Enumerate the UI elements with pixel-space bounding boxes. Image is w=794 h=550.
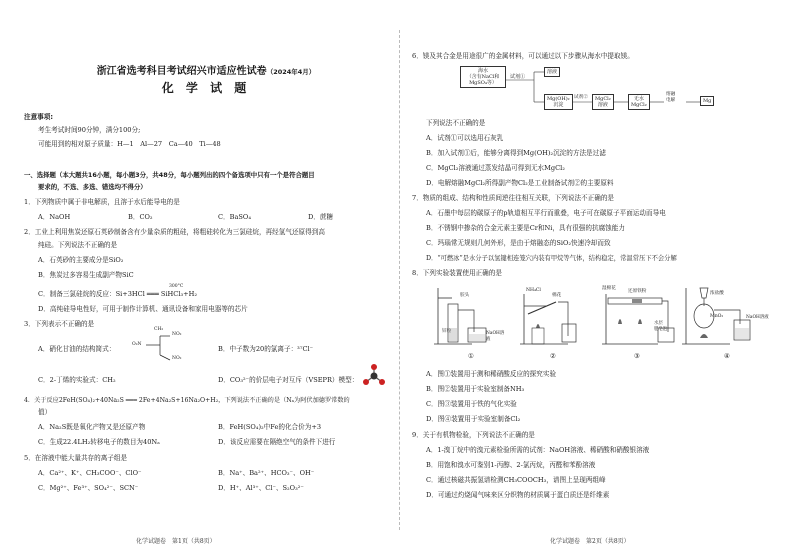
q2-option-c: C．制备三氯硅烷的反应：Si+3HCl ═══ SiHCl₃+H₂ bbox=[38, 290, 198, 298]
q3-option-b: B．中子数为20的氯离子：³⁷Cl⁻ bbox=[218, 345, 314, 353]
q8-option-c: C．图③装置用于铁的气化实验 bbox=[426, 400, 517, 408]
q7-option-c: C．玛瑙常无规则几何外形，是由于熔融态的SiO₂快速冷却而致 bbox=[426, 239, 611, 247]
figure-label-3: ③ bbox=[634, 352, 640, 360]
apparatus-2 bbox=[518, 284, 586, 348]
page-2 bbox=[412, 0, 776, 550]
vsepr-model-icon bbox=[362, 364, 386, 388]
nitroglycerin-structure bbox=[130, 328, 194, 364]
q2-condition: 300°C bbox=[169, 284, 184, 289]
flow-mgcl2-solution bbox=[592, 94, 614, 110]
apparatus-1 bbox=[432, 284, 508, 348]
exam-date: （2024年4月） bbox=[266, 68, 316, 76]
flow-reagent1: 试剂① bbox=[510, 74, 526, 80]
flow-reagent2: 试剂② bbox=[574, 95, 588, 100]
flow-seawater-box bbox=[460, 66, 506, 88]
mol-label-no2-bottom: NO₂ bbox=[172, 356, 182, 361]
q1-stem: 1．下列物质中属于非电解质，且溶于水后能导电的是 bbox=[24, 198, 180, 206]
exam-subtitle: 化 学 试 题 bbox=[161, 81, 251, 95]
flow-mg: Mg bbox=[700, 96, 714, 106]
mol-label-ch2: CH₂ bbox=[154, 327, 164, 332]
figure-label-1: ① bbox=[468, 352, 474, 360]
q3-stem: 3．下列表示不正确的是 bbox=[24, 320, 95, 328]
q1-option-b: B．CO₂ bbox=[128, 213, 153, 221]
q9-option-d: D．可通过灼烧闻气味来区分织物的材质属于蛋白质还是纤维素 bbox=[426, 491, 610, 499]
flow-mgcl2sol: MgCl₂ bbox=[595, 96, 611, 102]
exam-title: 浙江省选考科目考试绍兴市适应性试卷（2024年4月） bbox=[96, 66, 316, 77]
apparatus-4 bbox=[680, 284, 772, 348]
q5-option-d: D．H⁺、Al³⁺、Cl⁻、S₂O₃²⁻ bbox=[218, 484, 304, 492]
note-2: 可能用到的相对原子质量：H—1 Al—27 Ca—40 Ti—48 bbox=[38, 140, 221, 148]
mol-label-o2n: O₂N bbox=[132, 342, 142, 347]
q9-option-c: C．通过核磁共振氢谱检测CH₃COOCH₃，谱图上呈现两组峰 bbox=[426, 476, 606, 484]
q4-option-c: C．生成22.4LH₂转移电子的数目为40Nₐ bbox=[38, 438, 160, 446]
q5-option-c: C．Mg²⁺、Fe³⁺、SO₄²⁻、SCN⁻ bbox=[38, 484, 139, 492]
q9-stem: 9．关于有机物检验，下列说法不正确的是 bbox=[412, 431, 535, 439]
q4-option-a: A．Na₂S既是氧化产物又是还原产物 bbox=[38, 423, 146, 431]
q1-option-c: C．BaSO₄ bbox=[218, 213, 251, 221]
q2-stem-2: 纯硅。下列说法不正确的是 bbox=[38, 241, 118, 249]
q2-option-d: D．高纯硅导电性好，可用于制作计算机、通讯设备和家用电器等的芯片 bbox=[38, 305, 248, 313]
flow-precip: 沉淀 bbox=[553, 102, 564, 108]
q6-option-b: B．加入试剂①后，能够分离得到Mg(OH)₂沉淀的方法是过滤 bbox=[426, 149, 606, 157]
q6-option-d: D．电解熔融MgCl₂所得副产物Cl₂是工业制备试剂②的主要原料 bbox=[426, 179, 614, 187]
flow-electrolysis-label bbox=[666, 92, 675, 104]
q8-option-d: D．图④装置用于实验室制备Cl₂ bbox=[426, 415, 521, 423]
app3-label-3: 水层 bbox=[654, 321, 663, 326]
flow-anhydrous-box bbox=[628, 94, 650, 110]
q5-option-b: B．Na⁺、Ba²⁺、HCO₃⁻、OH⁻ bbox=[218, 469, 315, 477]
flow-filtrate: 溶液 bbox=[544, 67, 560, 77]
q2-stem: 2．工业上利用焦炭还原石英砂制备含有少量杂质的粗硅，将粗硅转化为三氯硅烷，再经氢气还原得到高 bbox=[24, 228, 325, 236]
q4-option-d: D．该反应需要在隔绝空气的条件下进行 bbox=[218, 438, 336, 446]
page-1 bbox=[24, 0, 388, 550]
q1-option-a: A．NaOH bbox=[38, 213, 71, 221]
q7-stem: 7．物质的组成、结构和性质间逆往往相互关联，下列说法不正确的是 bbox=[412, 194, 615, 202]
flow-anhydrous2: MgCl₂ bbox=[631, 102, 647, 108]
q4-option-b: B．FeH(SO₄)₂中Fe的化合价为+3 bbox=[218, 423, 322, 431]
q3-option-a: A．硝化甘油的结构简式： bbox=[38, 345, 116, 353]
flow-mgoh: Mg(OH)₂ bbox=[547, 96, 570, 102]
mol-label-no2-top: NO₂ bbox=[172, 332, 182, 337]
figure-label-2: ② bbox=[550, 352, 556, 360]
q2-option-b: B．焦炭过多容易生成副产物SiC bbox=[38, 271, 134, 279]
q3-option-c: C．2-丁烯的实验式：CH₂ bbox=[38, 376, 116, 384]
q9-option-b: B．用饱和溴水可鉴别1-丙醇、2-氯丙烷，丙醛和苯酚溶液 bbox=[426, 461, 596, 469]
flow-melt: 熔融 bbox=[666, 92, 676, 97]
q6-question: 下列说法不正确的是 bbox=[426, 119, 486, 127]
q6-option-a: A．试剂①可以选用石灰乳 bbox=[426, 134, 504, 142]
app1-label-1: 胶头 bbox=[460, 293, 470, 298]
app1-label-3: NaOH溶液 bbox=[486, 331, 505, 342]
q9-option-a: A．1-溴丁烷中的溴元素检验所需的试剂：NaOH溶液、稀硝酸和硝酸银溶液 bbox=[426, 446, 650, 454]
q6-stem: 6．镁及其合金是用途很广的金属材料，可以通过以下步骤从海水中提取镁。 bbox=[412, 52, 634, 60]
q7-option-d: D．“可燃冰”是水分子以氢键相连笼穴内装有甲烷等气体，结构稳定，常温常压下不会分解 bbox=[426, 255, 677, 262]
q8-option-b: B．图②装置用于实验室制备NH₃ bbox=[426, 385, 525, 393]
app4-label-1: 浓盐酸 bbox=[710, 291, 724, 296]
app3-label-1: 湿棉花 bbox=[602, 286, 616, 291]
section-heading-2: 要求的，不选、多选、错选均不得分） bbox=[38, 183, 147, 191]
q7-option-b: B．不锈钢中掺杂的合金元素主要是Cr和Ni，具有很强的抗腐蚀能力 bbox=[426, 224, 625, 232]
page-footer-1: 化学试题卷 第1页（共8页） bbox=[136, 538, 216, 545]
q4-stem-2: 值） bbox=[38, 408, 52, 416]
figure-label-4: ④ bbox=[724, 352, 730, 360]
page-divider bbox=[399, 30, 400, 530]
app4-label-3: NaOH溶液 bbox=[746, 315, 769, 320]
page-footer-2: 化学试题卷 第2页（共8页） bbox=[550, 538, 630, 545]
app4-label-2: MnO₂ bbox=[710, 314, 724, 319]
app3-label-4: 肥皂泡 bbox=[654, 327, 668, 332]
q6-option-c: C．MgCl₂溶液通过蒸发结晶可得到无水MgCl₂ bbox=[426, 164, 565, 172]
q8-stem: 8．下列实验装置使用正确的是 bbox=[412, 269, 502, 277]
flow-seawater-sub2: MgSO₄等） bbox=[469, 80, 497, 86]
q8-option-a: A．图①装置用于测和稀硝酸反应的探究实验 bbox=[426, 370, 557, 378]
flow-mgcl2sol2: 溶液 bbox=[597, 102, 608, 108]
q1-option-d: D．蔗糖 bbox=[308, 213, 334, 221]
q5-stem: 5．在溶液中能大量共存的离子组是 bbox=[24, 454, 128, 462]
q6-flowchart bbox=[460, 66, 720, 116]
app2-label-2: 棉花 bbox=[552, 293, 562, 298]
app2-label-1: NH₄Cl bbox=[526, 288, 541, 293]
q4-stem: 4．关于反应2FeH(SO₄)₂+40Na₂S ═══ 2Fe+4Na₂S+16Na₂O+H₂，下列说法不正确的是（Nₐ为阿伏加德罗常数的 bbox=[24, 397, 350, 404]
q7-option-a: A．石墨中每层的碳原子的p轨道相互平行而重叠，电子可在碳原子平面运动而导电 bbox=[426, 209, 666, 217]
q2-option-a: A．石英砂的主要成分是SiO₂ bbox=[38, 256, 124, 264]
flow-electro: 电解 bbox=[666, 98, 676, 103]
notes-heading: 注意事项: bbox=[24, 113, 54, 121]
flow-seawater-sub: （含有NaCl和 bbox=[466, 74, 500, 80]
q3-option-d: D．CO₃²⁻的价层电子对互斥（VSEPR）模型： bbox=[218, 376, 359, 384]
flow-seawater: 海水 bbox=[477, 68, 488, 74]
app1-label-2: 锌粒 bbox=[442, 329, 452, 334]
q5-option-a: A．Ca²⁺、K⁺、CH₃COO⁻、ClO⁻ bbox=[38, 469, 142, 477]
section-heading: 一、选择题（本大题共16小题，每小题3分，共48分，每小题列出的四个备选项中只有一个是符合题目 bbox=[24, 171, 315, 179]
flow-mgoh-box bbox=[544, 94, 573, 110]
flow-anhydrous: 无水 bbox=[633, 96, 644, 102]
note-1: 考生考试时间90分钟，满分100分; bbox=[38, 126, 141, 134]
apparatus-3 bbox=[598, 284, 678, 348]
app3-label-2: 还原铁粉 bbox=[628, 289, 647, 294]
